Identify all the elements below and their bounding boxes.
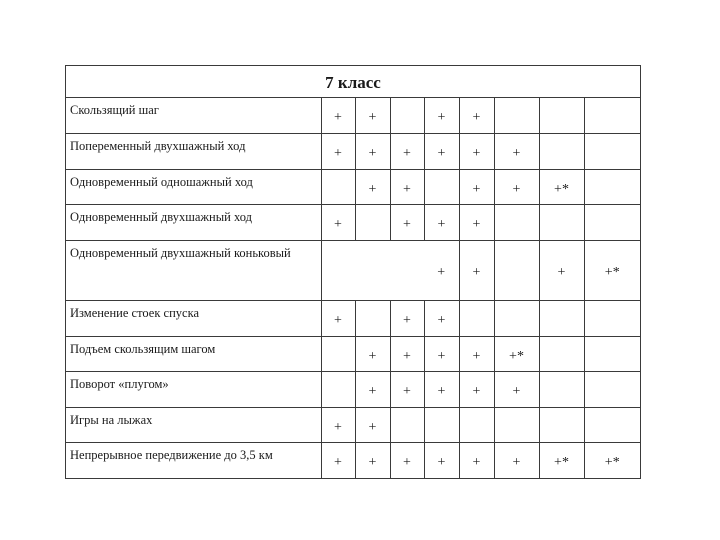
mark-symbol: + (368, 419, 377, 435)
row-label: Непрерывное передвижение до 3,5 км (66, 442, 321, 478)
mark-cell (584, 407, 640, 442)
mark-symbol: + (437, 384, 446, 399)
mark-symbol: + (512, 455, 521, 471)
table-row (66, 98, 640, 133)
table-row (66, 240, 640, 300)
mark-symbol: + (403, 181, 411, 197)
mark-cell (539, 300, 584, 336)
mark-symbol: + (368, 455, 377, 471)
mark-cell (584, 371, 640, 407)
table-row (66, 204, 640, 240)
mark-cell (321, 442, 355, 478)
mark-cell (424, 133, 459, 169)
mark-cell (459, 133, 494, 169)
mark-cell (494, 300, 539, 336)
mark-cell (459, 371, 494, 407)
mark-symbol: + (368, 348, 377, 364)
mark-cell (539, 98, 584, 133)
mark-cell (584, 133, 640, 169)
mark-symbol: +* (604, 455, 620, 471)
mark-cell (459, 300, 494, 336)
mark-cell (390, 169, 424, 204)
mark-symbol: + (334, 110, 342, 126)
mark-symbol: + (403, 348, 411, 364)
mark-cell (355, 133, 390, 169)
mark-cell (539, 133, 584, 169)
mark-cell (424, 240, 459, 300)
table-row (66, 336, 640, 371)
mark-cell (494, 407, 539, 442)
mark-symbol: + (437, 265, 446, 280)
mark-cell (355, 169, 390, 204)
mark-symbol: + (403, 217, 411, 232)
mark-cell (390, 300, 424, 336)
mark-cell (494, 133, 539, 169)
mark-symbol: + (334, 146, 342, 161)
mark-symbol: + (403, 455, 411, 471)
mark-symbol: + (368, 146, 377, 161)
mark-cell (390, 442, 424, 478)
mark-symbol: + (403, 146, 411, 161)
mark-cell (321, 98, 355, 133)
mark-cell (390, 407, 424, 442)
mark-cell (584, 300, 640, 336)
mark-symbol: +* (509, 348, 524, 364)
plan-table (65, 65, 641, 479)
mark-cell (584, 204, 640, 240)
mark-symbol: + (334, 217, 342, 232)
mark-symbol: + (472, 455, 481, 471)
row-label: Одновременный двухшажный коньковый (66, 240, 321, 300)
mark-symbol: + (512, 384, 521, 399)
mark-symbol: + (437, 455, 446, 471)
mark-cell (539, 336, 584, 371)
mark-symbol: + (557, 265, 566, 280)
mark-cell (355, 407, 390, 442)
mark-cell (321, 169, 355, 204)
mark-cell (459, 240, 494, 300)
table-row (66, 442, 640, 478)
mark-cell (459, 336, 494, 371)
mark-cell (539, 371, 584, 407)
mark-symbol: + (403, 313, 411, 328)
mark-cell (390, 133, 424, 169)
mark-symbol: + (472, 217, 481, 232)
table-row (66, 169, 640, 204)
mark-symbol: +* (604, 265, 620, 280)
mark-cell (539, 204, 584, 240)
row-label: Поворот «плугом» (66, 371, 321, 407)
mark-symbol: + (437, 110, 446, 126)
mark-symbol: + (472, 384, 481, 399)
mark-cell (355, 240, 390, 300)
mark-cell (459, 204, 494, 240)
mark-symbol: + (472, 110, 481, 126)
mark-symbol: + (472, 181, 481, 197)
mark-cell (584, 98, 640, 133)
mark-cell (355, 300, 390, 336)
row-label: Изменение стоек спуска (66, 300, 321, 336)
mark-symbol: + (437, 313, 446, 328)
mark-symbol: + (368, 110, 377, 126)
mark-cell (355, 98, 390, 133)
table-row (66, 300, 640, 336)
mark-cell (539, 407, 584, 442)
mark-symbol: + (437, 348, 446, 364)
row-label: Одновременный двухшажный ход (66, 204, 321, 240)
mark-cell (459, 442, 494, 478)
mark-cell (494, 336, 539, 371)
mark-cell (355, 336, 390, 371)
mark-symbol: + (334, 313, 342, 328)
mark-cell (539, 240, 584, 300)
mark-symbol: + (368, 384, 377, 399)
mark-cell (321, 204, 355, 240)
mark-symbol: + (437, 146, 446, 161)
row-label: Подъем скользящим шагом (66, 336, 321, 371)
mark-cell (539, 442, 584, 478)
mark-symbol: + (472, 146, 481, 161)
mark-cell (321, 371, 355, 407)
mark-symbol: + (403, 384, 411, 399)
mark-cell (539, 169, 584, 204)
mark-cell (321, 133, 355, 169)
mark-cell (424, 442, 459, 478)
mark-symbol: + (472, 265, 481, 280)
mark-symbol: +* (554, 181, 569, 197)
table-row (66, 371, 640, 407)
mark-cell (494, 204, 539, 240)
row-label: Игры на лыжах (66, 407, 321, 442)
mark-cell (355, 204, 390, 240)
mark-cell (584, 240, 640, 300)
table-row (66, 133, 640, 169)
mark-cell (424, 407, 459, 442)
mark-cell (355, 442, 390, 478)
mark-cell (459, 98, 494, 133)
mark-symbol: + (512, 146, 521, 161)
mark-symbol: + (472, 348, 481, 364)
mark-cell (584, 336, 640, 371)
mark-cell (390, 204, 424, 240)
mark-cell (494, 98, 539, 133)
table-row (66, 407, 640, 442)
mark-cell (321, 407, 355, 442)
mark-cell (390, 371, 424, 407)
mark-cell (321, 300, 355, 336)
mark-cell (424, 336, 459, 371)
mark-cell (321, 336, 355, 371)
mark-cell (584, 442, 640, 478)
mark-cell (390, 98, 424, 133)
mark-cell (584, 169, 640, 204)
mark-cell (459, 407, 494, 442)
mark-cell (424, 169, 459, 204)
mark-symbol: +* (554, 455, 569, 471)
mark-symbol: + (368, 181, 377, 197)
mark-cell (494, 240, 539, 300)
mark-cell (390, 240, 424, 300)
mark-cell (494, 371, 539, 407)
mark-symbol: + (334, 419, 342, 435)
mark-cell (424, 300, 459, 336)
row-label: Одновременный одношажный ход (66, 169, 321, 204)
page-title: 7 класс (66, 66, 640, 98)
mark-cell (321, 240, 355, 300)
row-label: Скользящий шаг (70, 103, 159, 117)
mark-symbol: + (437, 217, 446, 232)
mark-cell (390, 336, 424, 371)
mark-cell (424, 371, 459, 407)
mark-cell (424, 204, 459, 240)
mark-cell (424, 98, 459, 133)
mark-symbol: + (512, 181, 521, 197)
mark-cell (494, 442, 539, 478)
mark-symbol: + (334, 455, 342, 471)
row-label: Попеременный двухшажный ход (66, 133, 321, 169)
mark-cell (355, 371, 390, 407)
skills-grid (66, 98, 640, 478)
mark-cell (459, 169, 494, 204)
mark-cell (494, 169, 539, 204)
